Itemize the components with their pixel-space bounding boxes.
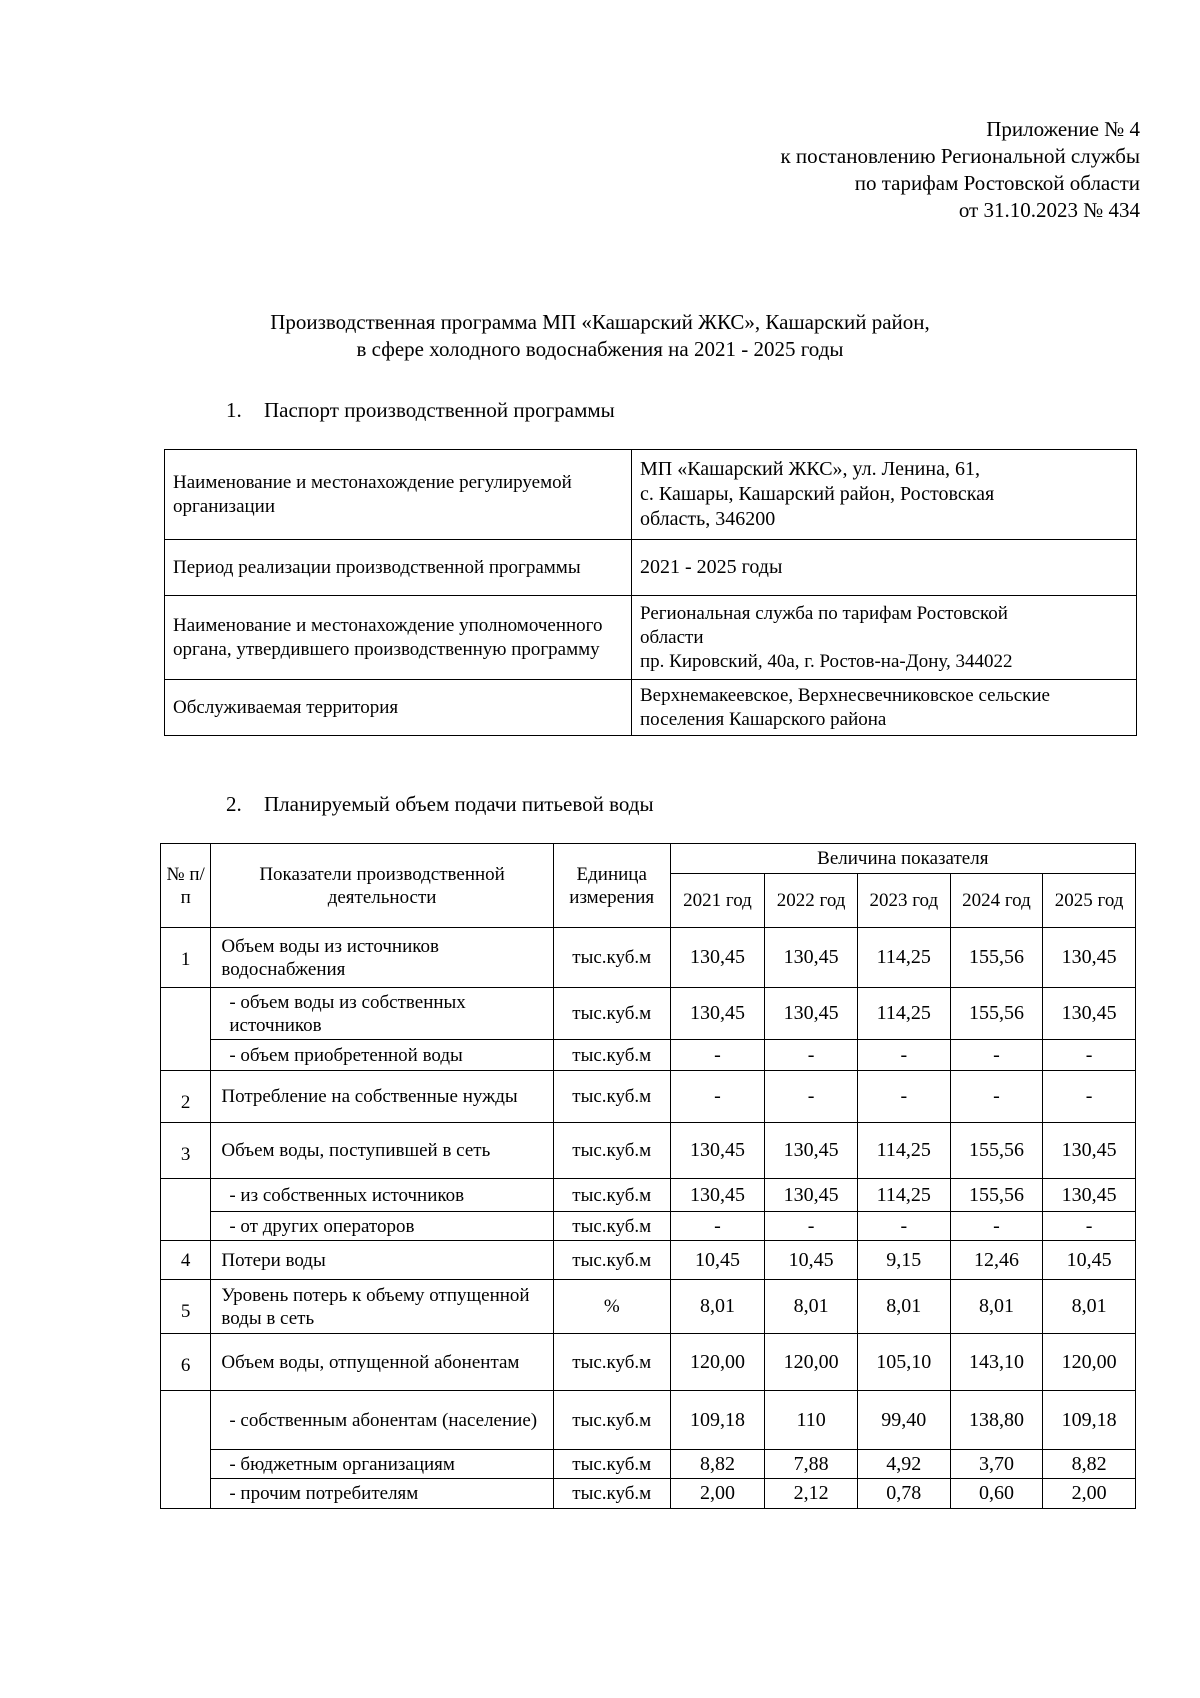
value-cell: 130,45 bbox=[765, 928, 858, 988]
value-cell: 2,00 bbox=[1043, 1479, 1136, 1509]
row-number: 5 bbox=[161, 1280, 211, 1334]
indicator-name: Объем воды из источников водоснабжения bbox=[211, 928, 553, 988]
value-cell: 120,00 bbox=[1043, 1334, 1136, 1391]
table-row bbox=[161, 1334, 1136, 1391]
value-cell: - bbox=[670, 1071, 765, 1123]
value-cell: 114,25 bbox=[857, 1179, 950, 1212]
section-2-title: Планируемый объем подачи питьевой воды bbox=[264, 792, 654, 816]
value-cell: 7,88 bbox=[765, 1450, 858, 1479]
value-cell: 8,01 bbox=[670, 1280, 765, 1334]
value-cell: 0,78 bbox=[857, 1479, 950, 1509]
table-row bbox=[161, 928, 1136, 988]
value-cell: 138,80 bbox=[950, 1391, 1043, 1450]
value-cell: 130,45 bbox=[1043, 928, 1136, 988]
indicator-name: Объем воды, отпущенной абонентам bbox=[211, 1334, 553, 1391]
header-line-3: по тарифам Ростовской области bbox=[854, 171, 1140, 195]
row-number bbox=[161, 1179, 211, 1241]
value-cell: 120,00 bbox=[670, 1334, 765, 1391]
value-cell: 130,45 bbox=[1043, 1179, 1136, 1212]
value-cell: 155,56 bbox=[950, 988, 1043, 1040]
value-cell: 10,45 bbox=[1043, 1241, 1136, 1280]
header-value-group: Величина показателя bbox=[670, 844, 1135, 874]
table-row bbox=[161, 1391, 1136, 1450]
value-cell: - bbox=[1043, 1212, 1136, 1241]
value-cell: 155,56 bbox=[950, 1179, 1043, 1212]
value-cell: - bbox=[857, 1040, 950, 1071]
unit-cell: тыс.куб.м bbox=[553, 1212, 670, 1241]
header-indicator: Показатели производственной деятельности bbox=[211, 844, 553, 928]
row-number: 2 bbox=[161, 1071, 211, 1123]
table-row bbox=[161, 1280, 1136, 1334]
passport-value: 2021 - 2025 годы bbox=[632, 540, 1137, 596]
indicator-name: - из собственных источников bbox=[211, 1179, 553, 1212]
value-cell: 130,45 bbox=[670, 988, 765, 1040]
passport-row bbox=[165, 540, 1137, 596]
value-cell: 8,01 bbox=[950, 1280, 1043, 1334]
value-cell: 130,45 bbox=[1043, 988, 1136, 1040]
passport-label: Обслуживаемая территория bbox=[165, 680, 632, 736]
value-cell: - bbox=[765, 1040, 858, 1071]
value-cell: 0,60 bbox=[950, 1479, 1043, 1509]
section-1-heading bbox=[226, 397, 615, 424]
unit-cell: тыс.куб.м bbox=[553, 1479, 670, 1509]
row-number bbox=[161, 988, 211, 1071]
section-2-heading bbox=[226, 791, 654, 818]
table-row bbox=[161, 988, 1136, 1040]
unit-cell: тыс.куб.м bbox=[553, 1391, 670, 1450]
passport-row bbox=[165, 680, 1137, 736]
value-cell: 130,45 bbox=[765, 988, 858, 1040]
indicator-name: Потери воды bbox=[211, 1241, 553, 1280]
header-line-2: к постановлению Региональной службы bbox=[780, 144, 1140, 168]
table-row bbox=[161, 1241, 1136, 1280]
value-cell: 114,25 bbox=[857, 988, 950, 1040]
section-2-number: 2. bbox=[226, 792, 242, 816]
indicator-name: Объем воды, поступившей в сеть bbox=[211, 1123, 553, 1179]
unit-cell: тыс.куб.м bbox=[553, 1334, 670, 1391]
value-cell: - bbox=[950, 1040, 1043, 1071]
indicator-name: - бюджетным организациям bbox=[211, 1450, 553, 1479]
header-num: № п/ п bbox=[161, 844, 211, 928]
value-cell: 120,00 bbox=[765, 1334, 858, 1391]
unit-cell: % bbox=[553, 1280, 670, 1334]
table-row bbox=[161, 1450, 1136, 1479]
value-cell: 130,45 bbox=[670, 928, 765, 988]
value-cell: 130,45 bbox=[765, 1123, 858, 1179]
volume-table-body bbox=[161, 928, 1136, 1509]
value-cell: - bbox=[670, 1040, 765, 1071]
passport-label: Период реализации производственной программы bbox=[165, 540, 632, 596]
value-cell: 114,25 bbox=[857, 1123, 950, 1179]
value-cell: 130,45 bbox=[1043, 1123, 1136, 1179]
value-cell: 10,45 bbox=[670, 1241, 765, 1280]
value-cell: 8,01 bbox=[765, 1280, 858, 1334]
row-number: 4 bbox=[161, 1241, 211, 1280]
value-cell: - bbox=[765, 1071, 858, 1123]
document-header bbox=[540, 116, 1140, 224]
table-row bbox=[161, 1479, 1136, 1509]
value-cell: 2,12 bbox=[765, 1479, 858, 1509]
title-line-2: в сфере холодного водоснабжения на 2021 - 2025 годы bbox=[356, 337, 844, 361]
indicator-name: - от других операторов bbox=[211, 1212, 553, 1241]
value-cell: 8,82 bbox=[1043, 1450, 1136, 1479]
passport-value: Региональная служба по тарифам Ростовской области пр. Кировский, 40а, г. Ростов-на-Дону, 344022 bbox=[632, 596, 1137, 680]
unit-cell: тыс.куб.м bbox=[553, 1241, 670, 1280]
value-cell: - bbox=[950, 1212, 1043, 1241]
indicator-name: - объем воды из собственных источников bbox=[211, 988, 553, 1040]
unit-cell: тыс.куб.м bbox=[553, 1179, 670, 1212]
unit-cell: тыс.куб.м bbox=[553, 1071, 670, 1123]
value-cell: 4,92 bbox=[857, 1450, 950, 1479]
value-cell: - bbox=[857, 1212, 950, 1241]
indicator-name: Потребление на собственные нужды bbox=[211, 1071, 553, 1123]
row-number bbox=[161, 1391, 211, 1509]
passport-table bbox=[164, 449, 1137, 736]
value-cell: 105,10 bbox=[857, 1334, 950, 1391]
value-cell: 8,82 bbox=[670, 1450, 765, 1479]
header-line-4: от 31.10.2023 № 434 bbox=[958, 198, 1140, 222]
table-row bbox=[161, 1123, 1136, 1179]
value-cell: - bbox=[765, 1212, 858, 1241]
passport-label: Наименование и местонахождение регулируемой организации bbox=[165, 450, 632, 540]
row-number: 6 bbox=[161, 1334, 211, 1391]
unit-cell: тыс.куб.м bbox=[553, 1450, 670, 1479]
header-line-1: Приложение № 4 bbox=[986, 117, 1140, 141]
passport-value: МП «Кашарский ЖКС», ул. Ленина, 61, с. Кашары, Кашарский район, Ростовская область, 346200 bbox=[632, 450, 1137, 540]
table-row bbox=[161, 1071, 1136, 1123]
value-cell: 114,25 bbox=[857, 928, 950, 988]
value-cell: 155,56 bbox=[950, 1123, 1043, 1179]
value-cell: 109,18 bbox=[1043, 1391, 1136, 1450]
value-cell: 130,45 bbox=[670, 1179, 765, 1212]
header-row bbox=[161, 844, 1136, 874]
water-volume-table bbox=[160, 843, 1136, 1509]
header-year: 2023 год bbox=[857, 874, 950, 928]
value-cell: - bbox=[1043, 1071, 1136, 1123]
value-cell: 10,45 bbox=[765, 1241, 858, 1280]
indicator-name: - собственным абонентам (население) bbox=[211, 1391, 553, 1450]
value-cell: 8,01 bbox=[1043, 1280, 1136, 1334]
header-unit: Единица измерения bbox=[553, 844, 670, 928]
value-cell: - bbox=[1043, 1040, 1136, 1071]
value-cell: - bbox=[950, 1071, 1043, 1123]
table-row bbox=[161, 1212, 1136, 1241]
indicator-name: - прочим потребителям bbox=[211, 1479, 553, 1509]
value-cell: - bbox=[857, 1071, 950, 1123]
table-row bbox=[161, 1179, 1136, 1212]
unit-cell: тыс.куб.м bbox=[553, 1040, 670, 1071]
passport-label: Наименование и местонахождение уполномоченного органа, утвердившего производственную программу bbox=[165, 596, 632, 680]
value-cell: 143,10 bbox=[950, 1334, 1043, 1391]
header-year: 2024 год bbox=[950, 874, 1043, 928]
value-cell: 130,45 bbox=[670, 1123, 765, 1179]
indicator-name: Уровень потерь к объему отпущенной воды в сеть bbox=[211, 1280, 553, 1334]
value-cell: 110 bbox=[765, 1391, 858, 1450]
section-1-title: Паспорт производственной программы bbox=[264, 398, 615, 422]
header-year: 2025 год bbox=[1043, 874, 1136, 928]
value-cell: 3,70 bbox=[950, 1450, 1043, 1479]
unit-cell: тыс.куб.м bbox=[553, 988, 670, 1040]
value-cell: 12,46 bbox=[950, 1241, 1043, 1280]
passport-row bbox=[165, 596, 1137, 680]
value-cell: 2,00 bbox=[670, 1479, 765, 1509]
value-cell: 155,56 bbox=[950, 928, 1043, 988]
header-year: 2022 год bbox=[765, 874, 858, 928]
header-year: 2021 год bbox=[670, 874, 765, 928]
title-line-1: Производственная программа МП «Кашарский ЖКС», Кашарский район, bbox=[270, 310, 930, 334]
passport-row bbox=[165, 450, 1137, 540]
table-row bbox=[161, 1040, 1136, 1071]
value-cell: 9,15 bbox=[857, 1241, 950, 1280]
unit-cell: тыс.куб.м bbox=[553, 1123, 670, 1179]
section-1-number: 1. bbox=[226, 398, 242, 422]
indicator-name: - объем приобретенной воды bbox=[211, 1040, 553, 1071]
document-title bbox=[0, 309, 1200, 363]
passport-value: Верхнемакеевское, Верхнесвечниковское сельские поселения Кашарского района bbox=[632, 680, 1137, 736]
value-cell: 109,18 bbox=[670, 1391, 765, 1450]
row-number: 3 bbox=[161, 1123, 211, 1179]
value-cell: 8,01 bbox=[857, 1280, 950, 1334]
row-number: 1 bbox=[161, 928, 211, 988]
value-cell: - bbox=[670, 1212, 765, 1241]
unit-cell: тыс.куб.м bbox=[553, 928, 670, 988]
value-cell: 130,45 bbox=[765, 1179, 858, 1212]
value-cell: 99,40 bbox=[857, 1391, 950, 1450]
